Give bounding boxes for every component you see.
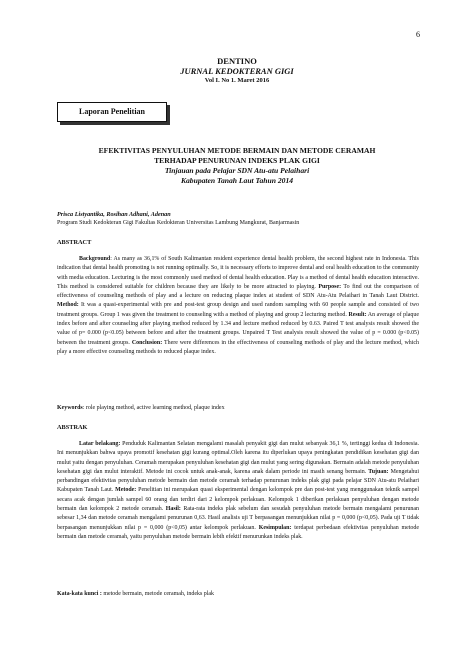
title-line-3: Tinjauan pada Pelajar SDN Atu-atu Pelaihari <box>164 166 310 175</box>
authors: Prisca Listyantika, Rosihan Adhani, Adenan <box>57 211 171 218</box>
kata-kunci-label: Kata-kata kunci : <box>57 591 102 597</box>
conclusion-label: Conclusion: <box>131 339 163 346</box>
title-line-4: Kabupaten Tanah Laut Tahun 2014 <box>180 176 294 185</box>
kata-kunci-text: metode bermain, metode ceramah, indeks plak <box>101 591 214 597</box>
method-text: It was a quasi-experimental with pre and post-test group design and used random sampling with 60 people sample and consisted of two treatment groups. Group 1 was given the treatment to counseling with a method of playing and group 2 lecturing method. <box>57 302 419 318</box>
article-type-box: Laporan Penelitian <box>57 102 167 122</box>
keywords <box>57 404 419 413</box>
kesimpulan-label: Kesimpulan: <box>258 524 292 531</box>
affiliation: Program Studi Kedokteran Gigi Fakultas Kedokteran Universitas Lambung Mangkurat, Banjarmasin <box>57 220 300 226</box>
abstract-paragraph <box>57 255 419 357</box>
result-text: An average of plaque index before and after counseling after playing method reduced by 1.34 and lecture method reduced by 0.63. Paired T test analysis result showed the value of p= 0.000 (p<0.05) between before and after the treatment groups. Unpaired T Test analysis result showed the value of p = 0.000 (p<0.05) between the treatment groups. <box>57 311 419 346</box>
keywords-label: Keywords <box>57 405 83 411</box>
purpose-label: Purpose: <box>318 283 342 290</box>
conclusion-text: There were differences in the effectiveness of counseling methods of play and the lecture method, which play a more effective counseling methods to reduced plaque index. <box>57 339 420 355</box>
abstract-heading: ABSTRACT <box>57 239 92 246</box>
hasil-label: Hasil: <box>165 506 181 513</box>
keywords-text: : role playing method, active learning method, plaque index <box>82 405 225 411</box>
background-text: : As many as 36,1% of South Kalimantan resident experience dental health problem, the second highest rate in Indonesia. This indication that dental health promoting is not running optimally. So, it is necessary efforts to improve dental and oral health education to the community with media education. Lecturing is the most commonly used method of dental health education. Play is a method of dental health education interactive. This method is considered suitable for children because they are likely to be more attracted to playing. <box>57 256 419 290</box>
journal-subtitle: JURNAL KEDOKTERAN GIGI <box>180 66 294 76</box>
latar-belakang-label: Latar belakang: <box>79 441 121 447</box>
tujuan-text: Mengetahui perbandingan efektivitas penyuluhan metode bermain dan metode ceramah terhadap penurunan indeks plak gigi pada pelajar SDN Atu-atu Pelaihari Kabupaten Tanah Laut. <box>57 468 419 494</box>
background-label: Background <box>79 256 111 262</box>
title-line-2: TERHADAP PENURUNAN INDEKS PLAK GIGI <box>154 156 320 165</box>
abstrak-paragraph <box>57 440 419 542</box>
page-number: 6 <box>416 30 420 39</box>
latar-belakang-text: Penduduk Kalimantan Selatan mengalami masalah penyakit gigi dan mulut sebanyak 36,1 %, tertinggi kedua di Indonesia. Ini menunjukkan bahwa upaya promotif kesehatan gigi kurang optimal.Oleh karena itu diperlukan upaya peningkatan pendidikan kesehatan gigi dan mulut yaitu dengan penyuluhan. Ceramah merupakan penyuluhan kesehatan gigi dan mulut yang sering digunakan. Bermain adalah metode penyuluhan kesehatan gigi dan mulut interaktif. Metode ini cocok untuk anak-anak, karena anak dalam periode ini masih senang bermain. <box>57 441 420 475</box>
journal-volume: Vol I. No 1. Maret 2016 <box>204 77 270 84</box>
hasil-text: Rata-rata indeks plak sebelum dan sesudah penyuluhan metode bermain mengalami penurunan sebesar 1,34 dan metode ceramah mengalami penurunan 0,63. Hasil analisis uji T berpasangan menunjukkan nilai p = 0,000 (p<0,05). Pada uji T tidak berpasangan menunjukkan nilai p = 0,000 (p<0,05) antar kelompok perlakuan. <box>57 506 419 531</box>
kesimpulan-text: terdapat perbedaan efektivitas penyuluhan metode bermain dan metode ceramah, yaitu penyuluhan metode bermain lebih efektif menurunkan indeks plak. <box>57 524 419 540</box>
tujuan-label: Tujuan: <box>368 468 389 475</box>
journal-name: DENTINO <box>217 56 257 66</box>
purpose-text: To find out the comparison of effectiveness of counseling methods of play and a lecture on reducing plaque index at student of SDN Atu-Atu Pelaihari in Tanah Laut District. <box>57 283 419 300</box>
metode-label: Metode: <box>115 487 137 494</box>
journal-header <box>0 56 474 86</box>
article-title <box>0 146 474 186</box>
metode-text: Penelitian ini merupakan quasi eksperimental dengan kelompok pre dan post-test yang menggunakan teknik sampel secara acak dengan jumlah sampel 60 orang dan terdiri dari 2 kelompok perlakuan. Kelompok 1 diberikan perlakuan penyuluhan dengan metode bermain dan kelompok 2 metode ceramah. <box>57 487 419 513</box>
method-label: Method: <box>57 302 79 309</box>
title-line-1: EFEKTIVITAS PENYULUHAN METODE BERMAIN DAN METODE CERAMAH <box>98 146 376 155</box>
kata-kunci <box>57 590 419 599</box>
abstrak-heading: ABSTRAK <box>57 424 88 431</box>
result-label: Result: <box>348 311 367 318</box>
